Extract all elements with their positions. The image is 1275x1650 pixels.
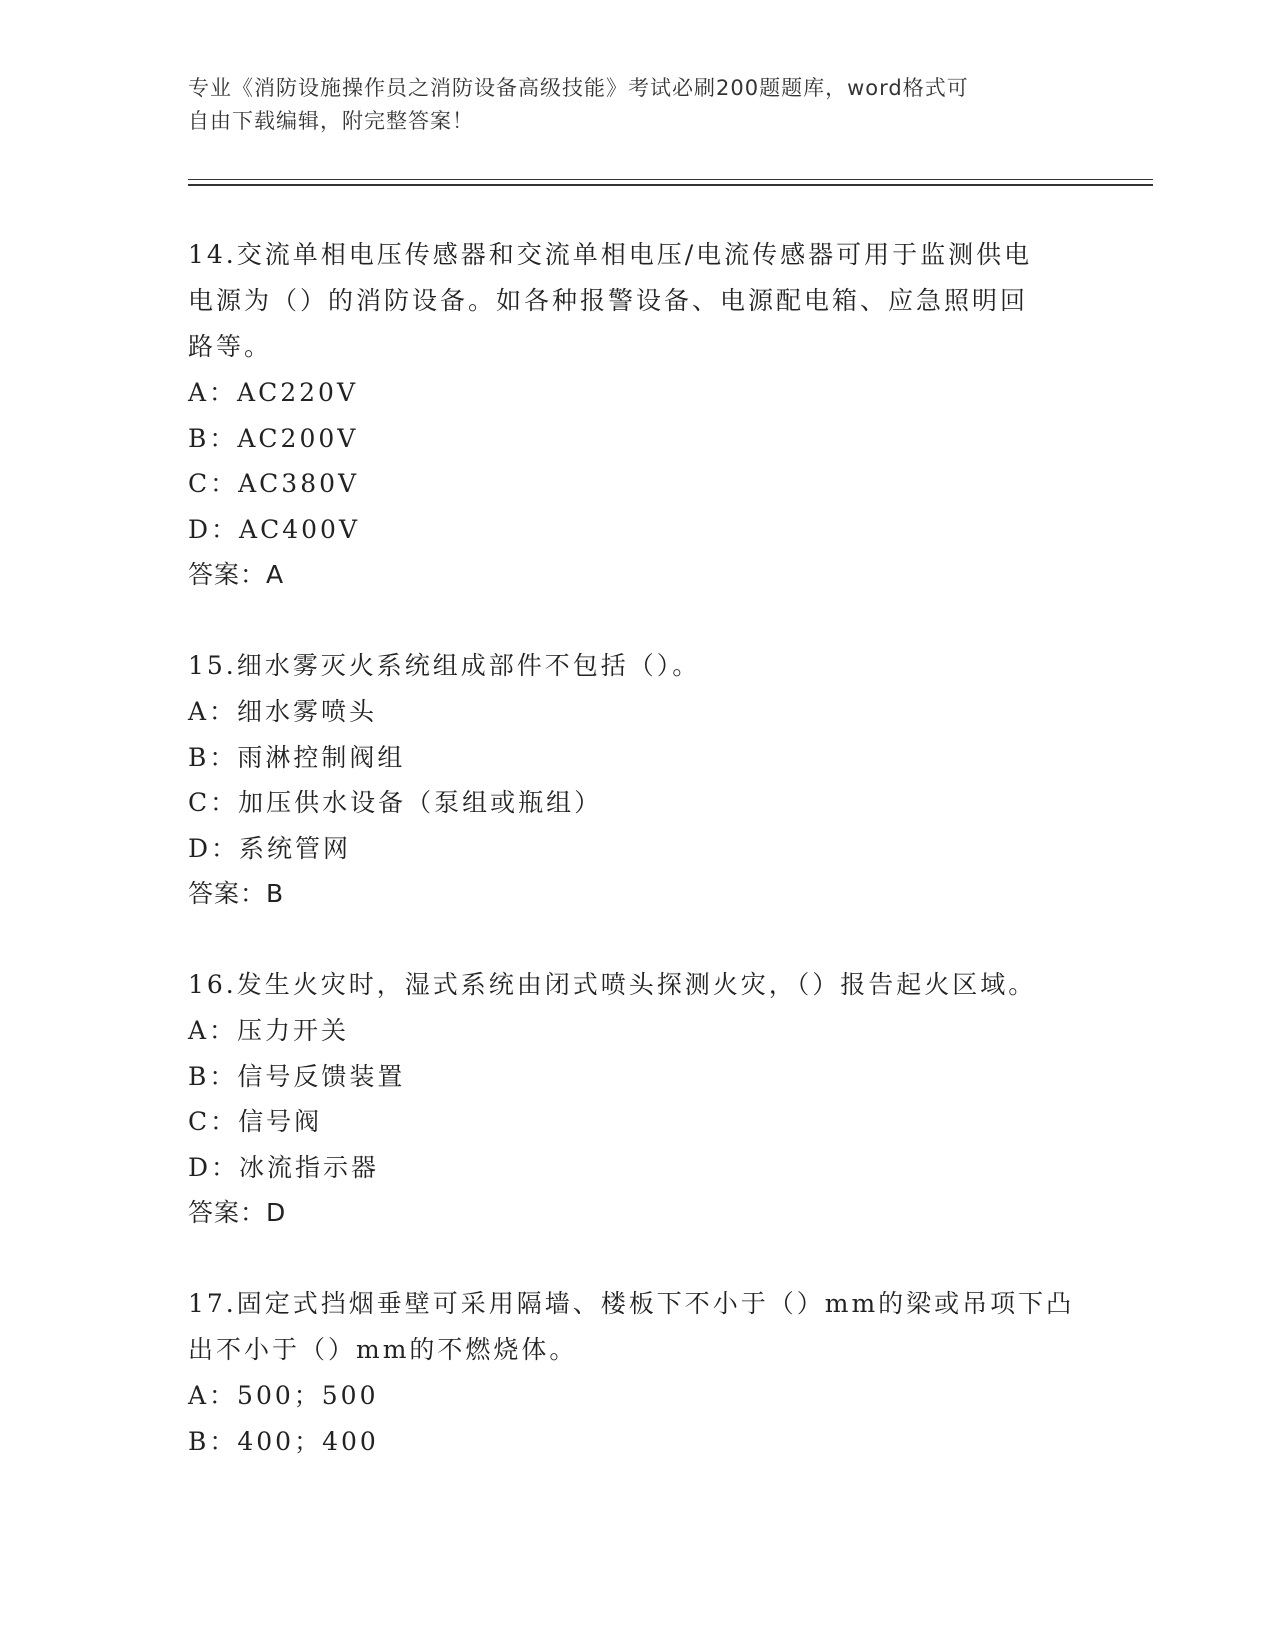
- option-c: C：加压供水设备（泵组或瓶组）: [188, 788, 603, 817]
- header-line-1: 专业《消防设施操作员之消防设备高级技能》考试必刷200题题库，word格式可: [188, 76, 969, 100]
- option-a: A：压力开关: [188, 1016, 350, 1045]
- question-stem-line: 17.固定式挡烟垂壁可采用隔墙、楼板下不小于（）mm的梁或吊项下凸: [188, 1289, 1075, 1318]
- option-d: D：冰流指示器: [188, 1152, 380, 1182]
- question-stem-line: 电源为（）的消防设备。如各种报警设备、电源配电箱、应急照明回: [188, 286, 1029, 315]
- document-header: [188, 72, 1088, 138]
- question-14: [188, 232, 1088, 598]
- question-17: [188, 1281, 1088, 1464]
- option-c: C：AC380V: [188, 469, 360, 498]
- option-b: B：雨淋控制阀组: [188, 742, 406, 772]
- question-stem: [188, 643, 1088, 689]
- option-b: B：信号反馈装置: [188, 1061, 406, 1091]
- answer-line: 答案：B: [188, 879, 285, 908]
- question-stem-line: 15.细水雾灭火系统组成部件不包括（）。: [188, 651, 701, 680]
- question-stem-line: 14.交流单相电压传感器和交流单相电压/电流传感器可用于监测供电: [188, 240, 1033, 269]
- question-stem-line: 出不小于（）mm的不燃烧体。: [188, 1335, 578, 1364]
- question-stem-line: 路等。: [188, 332, 273, 361]
- question-list: [188, 232, 1088, 1509]
- option-a: A：细水雾喷头: [188, 697, 378, 726]
- option-d: D：系统管网: [188, 833, 352, 863]
- option-d: D：AC400V: [188, 514, 360, 544]
- option-b: B：400；400: [188, 1426, 379, 1456]
- question-stem-line: 16.发生火灾时，湿式系统由闭式喷头探测火灾，（）报告起火区域。: [188, 970, 1037, 999]
- question-stem: [188, 962, 1088, 1008]
- header-line-2: 自由下载编辑，附完整答案！: [188, 109, 474, 133]
- question-stem: [188, 232, 1088, 370]
- header-divider-thin: [188, 179, 1153, 180]
- question-stem: [188, 1281, 1088, 1373]
- answer-line: 答案：A: [188, 560, 285, 589]
- option-a: A：AC220V: [188, 378, 359, 407]
- option-a: A：500；500: [188, 1381, 379, 1410]
- header-divider-thick: [188, 184, 1153, 186]
- option-b: B：AC200V: [188, 423, 359, 453]
- option-c: C：信号阀: [188, 1107, 323, 1136]
- question-15: [188, 643, 1088, 917]
- question-16: [188, 962, 1088, 1236]
- answer-line: 答案：D: [188, 1198, 287, 1227]
